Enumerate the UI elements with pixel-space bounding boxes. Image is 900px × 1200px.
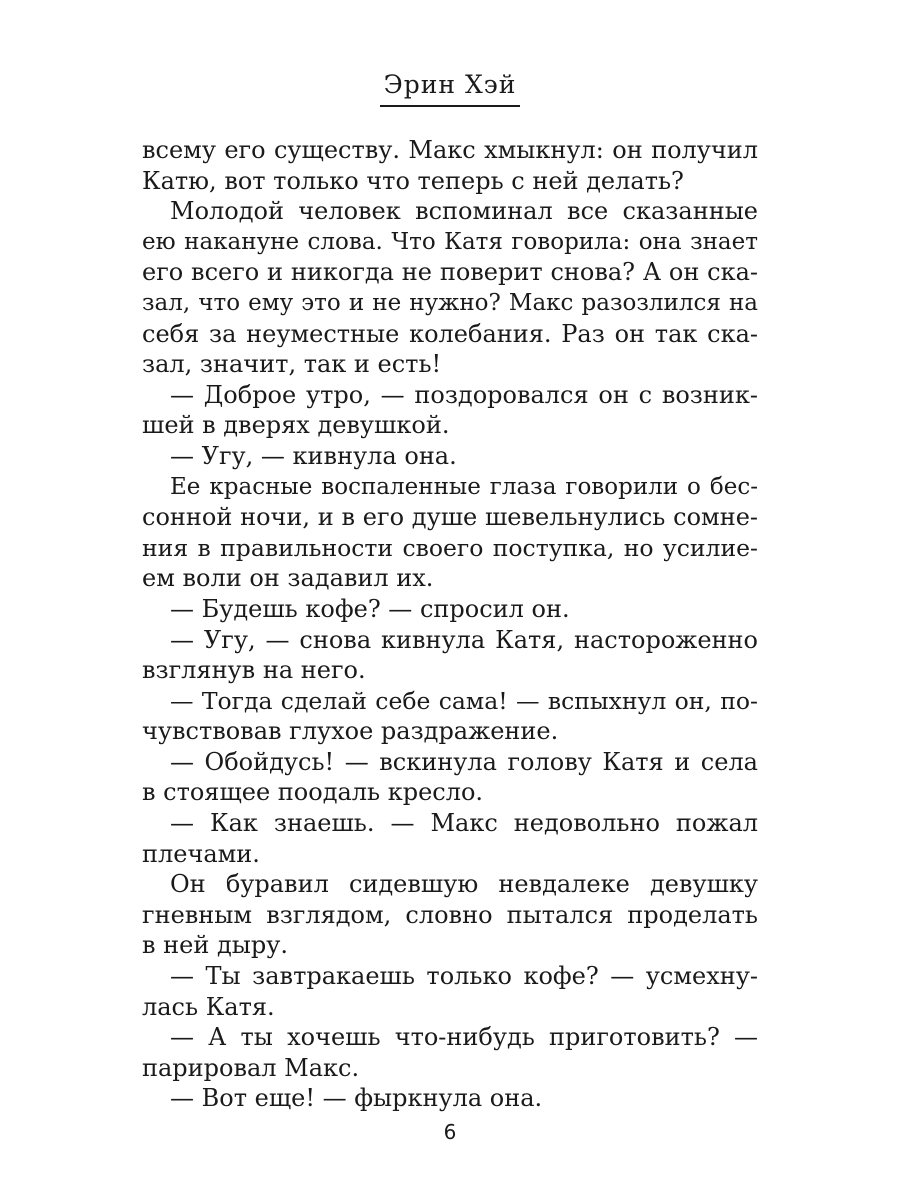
text-line: себя за неуместные колебания. Раз он так ска-: [142, 319, 758, 348]
author-name: Эрин Хэй: [380, 70, 521, 107]
text-line: в стоящее поодаль кресло.: [142, 778, 484, 807]
text-line: Молодой человек вспоминал все сказанные: [170, 197, 758, 226]
text-line: — Угу, — снова кивнула Катя, настороженно: [170, 625, 758, 654]
text-line: лась Катя.: [142, 992, 275, 1021]
text-line: — Будешь кофе? — спросил он.: [170, 594, 570, 623]
text-line: — Ты завтракаешь только кофе? — усмехну-: [170, 962, 758, 991]
body-text: [142, 135, 758, 1114]
text-line: парировал Макс.: [142, 1053, 360, 1082]
text-line: — А ты хочешь что-нибудь приготовить? —: [170, 1023, 758, 1052]
text-line: — Доброе утро, — поздоровался он с возник-: [170, 380, 758, 409]
text-line: сонной ночи, и в его душе шевельнулись сомне-: [142, 503, 758, 532]
text-line: — Угу, — кивнула она.: [170, 441, 457, 470]
text-line: шей в дверях девушкой.: [142, 411, 450, 440]
page-number: 6: [443, 1120, 457, 1144]
text-line: гневным взглядом, словно пытался проделать: [142, 900, 758, 929]
text-line: зал, значит, так и есть!: [142, 350, 442, 379]
text-line: взглянув на него.: [142, 656, 366, 685]
text-line: ем воли он задавил их.: [142, 564, 434, 593]
text-line: в ней дыру.: [142, 931, 288, 960]
text-line: Ее красные воспаленные глаза говорили о бес-: [170, 473, 758, 500]
text-line: чувствовав глухое раздражение.: [142, 717, 559, 746]
text-line: Катю, вот только что теперь с ней делать?: [142, 166, 684, 195]
text-line: — Как знаешь. — Макс недовольно пожал: [170, 809, 758, 838]
text-line: — Обойдусь! — вскинула голову Катя и села: [170, 747, 758, 776]
text-line: зал, что ему это и не нужно? Макс разозлился на: [142, 289, 758, 316]
running-head: [0, 70, 900, 107]
text-line: Он буравил сидевшую невдалеке девушку: [170, 870, 758, 899]
text-line: ею накануне слова. Что Катя говорила: она знает: [142, 228, 758, 255]
text-line: плечами.: [142, 839, 260, 868]
text-line: его всего и никогда не поверит снова? А он ска-: [142, 258, 758, 287]
text-line: — Вот еще! — фыркнула она.: [170, 1084, 543, 1113]
text-line: всему его существу. Макс хмыкнул: он получил: [142, 136, 758, 164]
text-line: ния в правильности своего поступка, но усилие-: [142, 533, 758, 562]
text-line: — Тогда сделай себе сама! — вспыхнул он, по-: [170, 686, 758, 715]
